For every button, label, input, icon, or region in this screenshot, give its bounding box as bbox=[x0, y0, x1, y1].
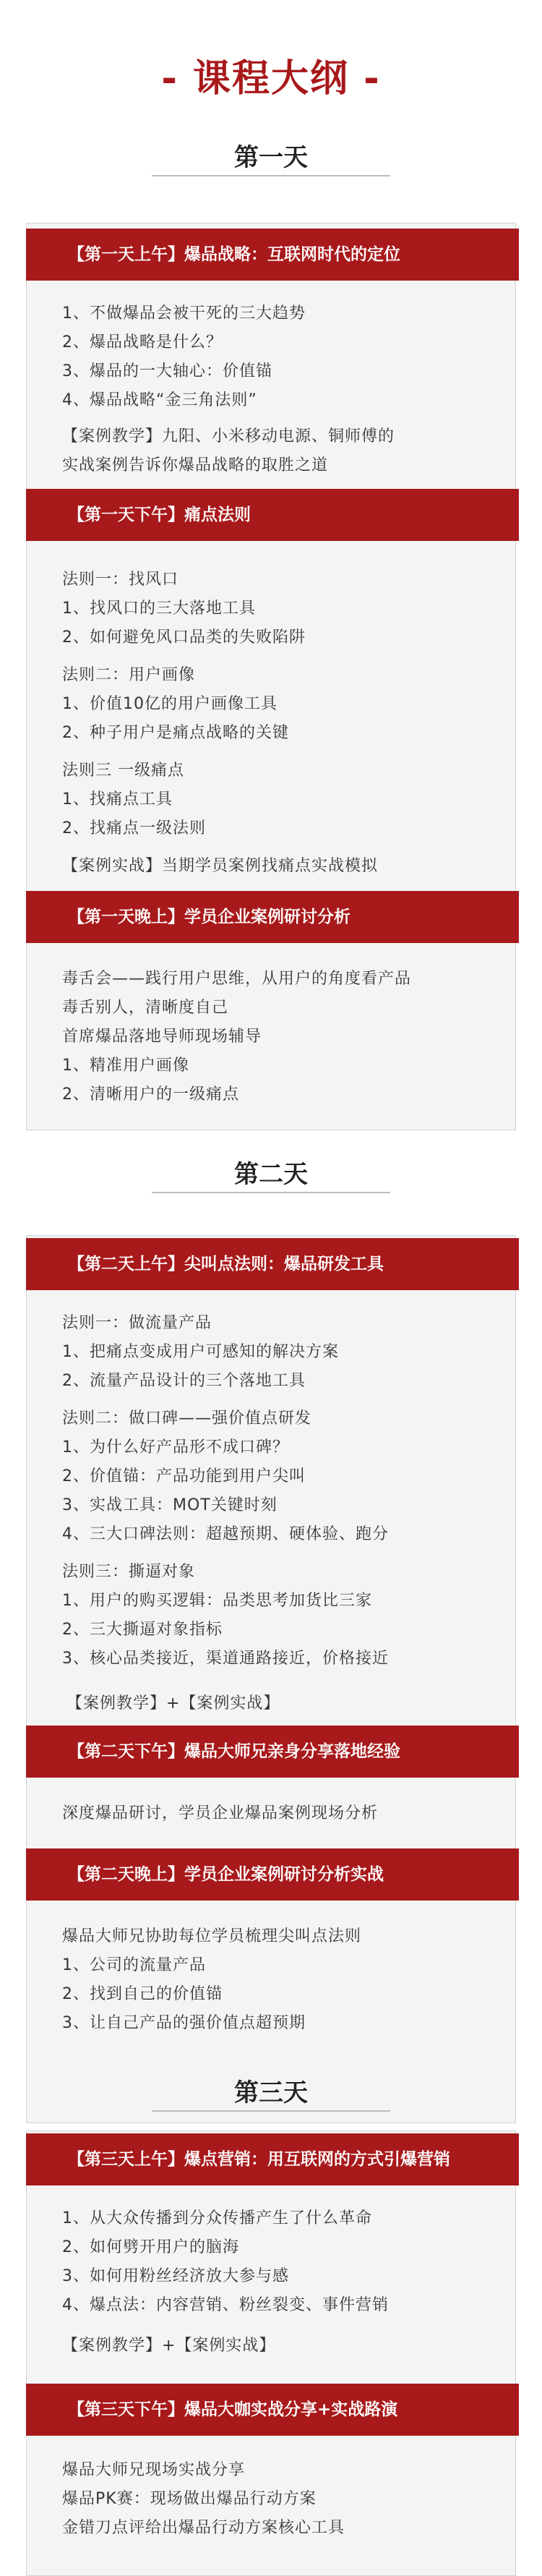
section-line: 1、为什么好产品形不成口碑？ bbox=[62, 1438, 289, 1457]
section-line: 爆品大师兄协助每位学员梳理尖叫点法则 bbox=[62, 1927, 362, 1945]
section-line: 首席爆品落地导师现场辅导 bbox=[62, 1028, 262, 1046]
section-title-day1-afternoon: 【第一天下午】痛点法则 bbox=[26, 489, 519, 541]
section-line: 爆品PK赛：现场做出爆品行动方案 bbox=[62, 2490, 317, 2508]
section-title-day2-evening: 【第二天晚上】学员企业案例研讨分析实战 bbox=[26, 1848, 519, 1901]
section-line: 4、三大口碑法则：超越预期、硬体验、跑分 bbox=[62, 1525, 389, 1543]
section-line: 法则三：撕逼对象 bbox=[62, 1563, 196, 1581]
section-line: 1、把痛点变成用户可感知的解决方案 bbox=[62, 1343, 339, 1361]
section-line: 1、用户的购买逻辑：品类思考加货比三家 bbox=[62, 1592, 372, 1610]
section-title-day1-evening: 【第一天晚上】学员企业案例研讨分析 bbox=[26, 891, 519, 943]
day-2-heading: 第二天 bbox=[234, 1160, 308, 1189]
section-line: 3、让自己产品的强价值点超预期 bbox=[62, 2014, 306, 2032]
page-title: - 课程大纲 - bbox=[161, 57, 381, 101]
section-line: 4、爆点法：内容营销、粉丝裂变、事件营销 bbox=[62, 2296, 389, 2314]
section-line: 【案例教学】+【案例实战】 bbox=[62, 2337, 276, 2355]
section-title-day3-afternoon: 【第三天下午】爆品大咖实战分享+实战路演 bbox=[26, 2384, 519, 2436]
section-line: 法则一：做流量产品 bbox=[62, 1314, 212, 1332]
section-line: 1、从大众传播到分众传播产生了什么革命 bbox=[62, 2209, 372, 2227]
section-line: 2、种子用户是痛点战略的关键 bbox=[62, 724, 289, 742]
section-line: 2、价值锚：产品功能到用户尖叫 bbox=[62, 1467, 306, 1485]
section-line: 2、流量产品设计的三个落地工具 bbox=[62, 1372, 306, 1390]
section-title-day1-morning: 【第一天上午】爆品战略：互联网时代的定位 bbox=[26, 229, 519, 281]
section-line: 毒舌会——践行用户思维，从用户的角度看产品 bbox=[62, 970, 412, 988]
section-line: 毒舌别人，清晰度自己 bbox=[62, 999, 229, 1017]
section-line: 2、如何劈开用户的脑海 bbox=[62, 2238, 239, 2256]
section-line: 2、三大撕逼对象指标 bbox=[62, 1621, 223, 1639]
section-line: 3、实战工具：MOT关键时刻 bbox=[62, 1496, 278, 1514]
section-line: 4、爆品战略“金三角法则” bbox=[62, 391, 257, 409]
section-line: 金错刀点评给出爆品行动方案核心工具 bbox=[62, 2519, 345, 2537]
section-line: 1、价值10亿的用户画像工具 bbox=[62, 695, 278, 713]
section-line: 【案例教学】+【案例实战】 bbox=[66, 1694, 280, 1713]
section-line: 2、如何避免风口品类的失败陷阱 bbox=[62, 628, 306, 647]
section-line: 法则二：做口碑——强价值点研发 bbox=[62, 1409, 312, 1428]
section-line: 实战案例告诉你爆品战略的取胜之道 bbox=[62, 456, 329, 474]
section-line: 3、核心品类接近，渠道通路接近，价格接近 bbox=[62, 1650, 389, 1668]
section-line: 3、爆品的一大轴心：价值锚 bbox=[62, 362, 272, 380]
section-title-day3-morning: 【第三天上午】爆点营销：用互联网的方式引爆营销 bbox=[26, 2133, 519, 2185]
section-line: 1、找痛点工具 bbox=[62, 790, 173, 809]
section-line: 3、如何用粉丝经济放大参与感 bbox=[62, 2267, 289, 2285]
section-line: 2、清晰用户的一级痛点 bbox=[62, 1086, 239, 1104]
section-line: 【案例教学】九阳、小米移动电源、铜师傅的 bbox=[62, 427, 395, 445]
day-2-divider bbox=[152, 1192, 390, 1193]
section-line: 法则三 一级痛点 bbox=[62, 762, 184, 780]
day-3-divider bbox=[152, 2110, 390, 2112]
day-1-divider bbox=[152, 175, 390, 176]
section-line: 2、爆品战略是什么？ bbox=[62, 333, 223, 351]
section-line: 1、找风口的三大落地工具 bbox=[62, 600, 256, 618]
section-line: 法则一：找风口 bbox=[62, 571, 179, 589]
section-line: 【案例实战】当期学员案例找痛点实战模拟 bbox=[62, 857, 379, 875]
section-line: 爆品大师兄现场实战分享 bbox=[62, 2461, 246, 2479]
section-line: 1、精准用户画像 bbox=[62, 1057, 189, 1075]
section-title-day2-afternoon: 【第二天下午】爆品大师兄亲身分享落地经验 bbox=[26, 1726, 519, 1778]
section-line: 法则二：用户画像 bbox=[62, 666, 196, 684]
section-line: 1、不做爆品会被干死的三大趋势 bbox=[62, 304, 306, 323]
day-3-heading: 第三天 bbox=[234, 2078, 308, 2107]
section-line: 1、公司的流量产品 bbox=[62, 1956, 206, 1974]
section-line: 2、找到自己的价值锚 bbox=[62, 1985, 223, 2003]
section-line: 深度爆品研讨，学员企业爆品案例现场分析 bbox=[62, 1804, 379, 1822]
section-line: 2、找痛点一级法则 bbox=[62, 819, 206, 837]
section-title-day2-morning: 【第二天上午】尖叫点法则：爆品研发工具 bbox=[26, 1238, 519, 1290]
day-1-heading: 第一天 bbox=[234, 143, 308, 172]
